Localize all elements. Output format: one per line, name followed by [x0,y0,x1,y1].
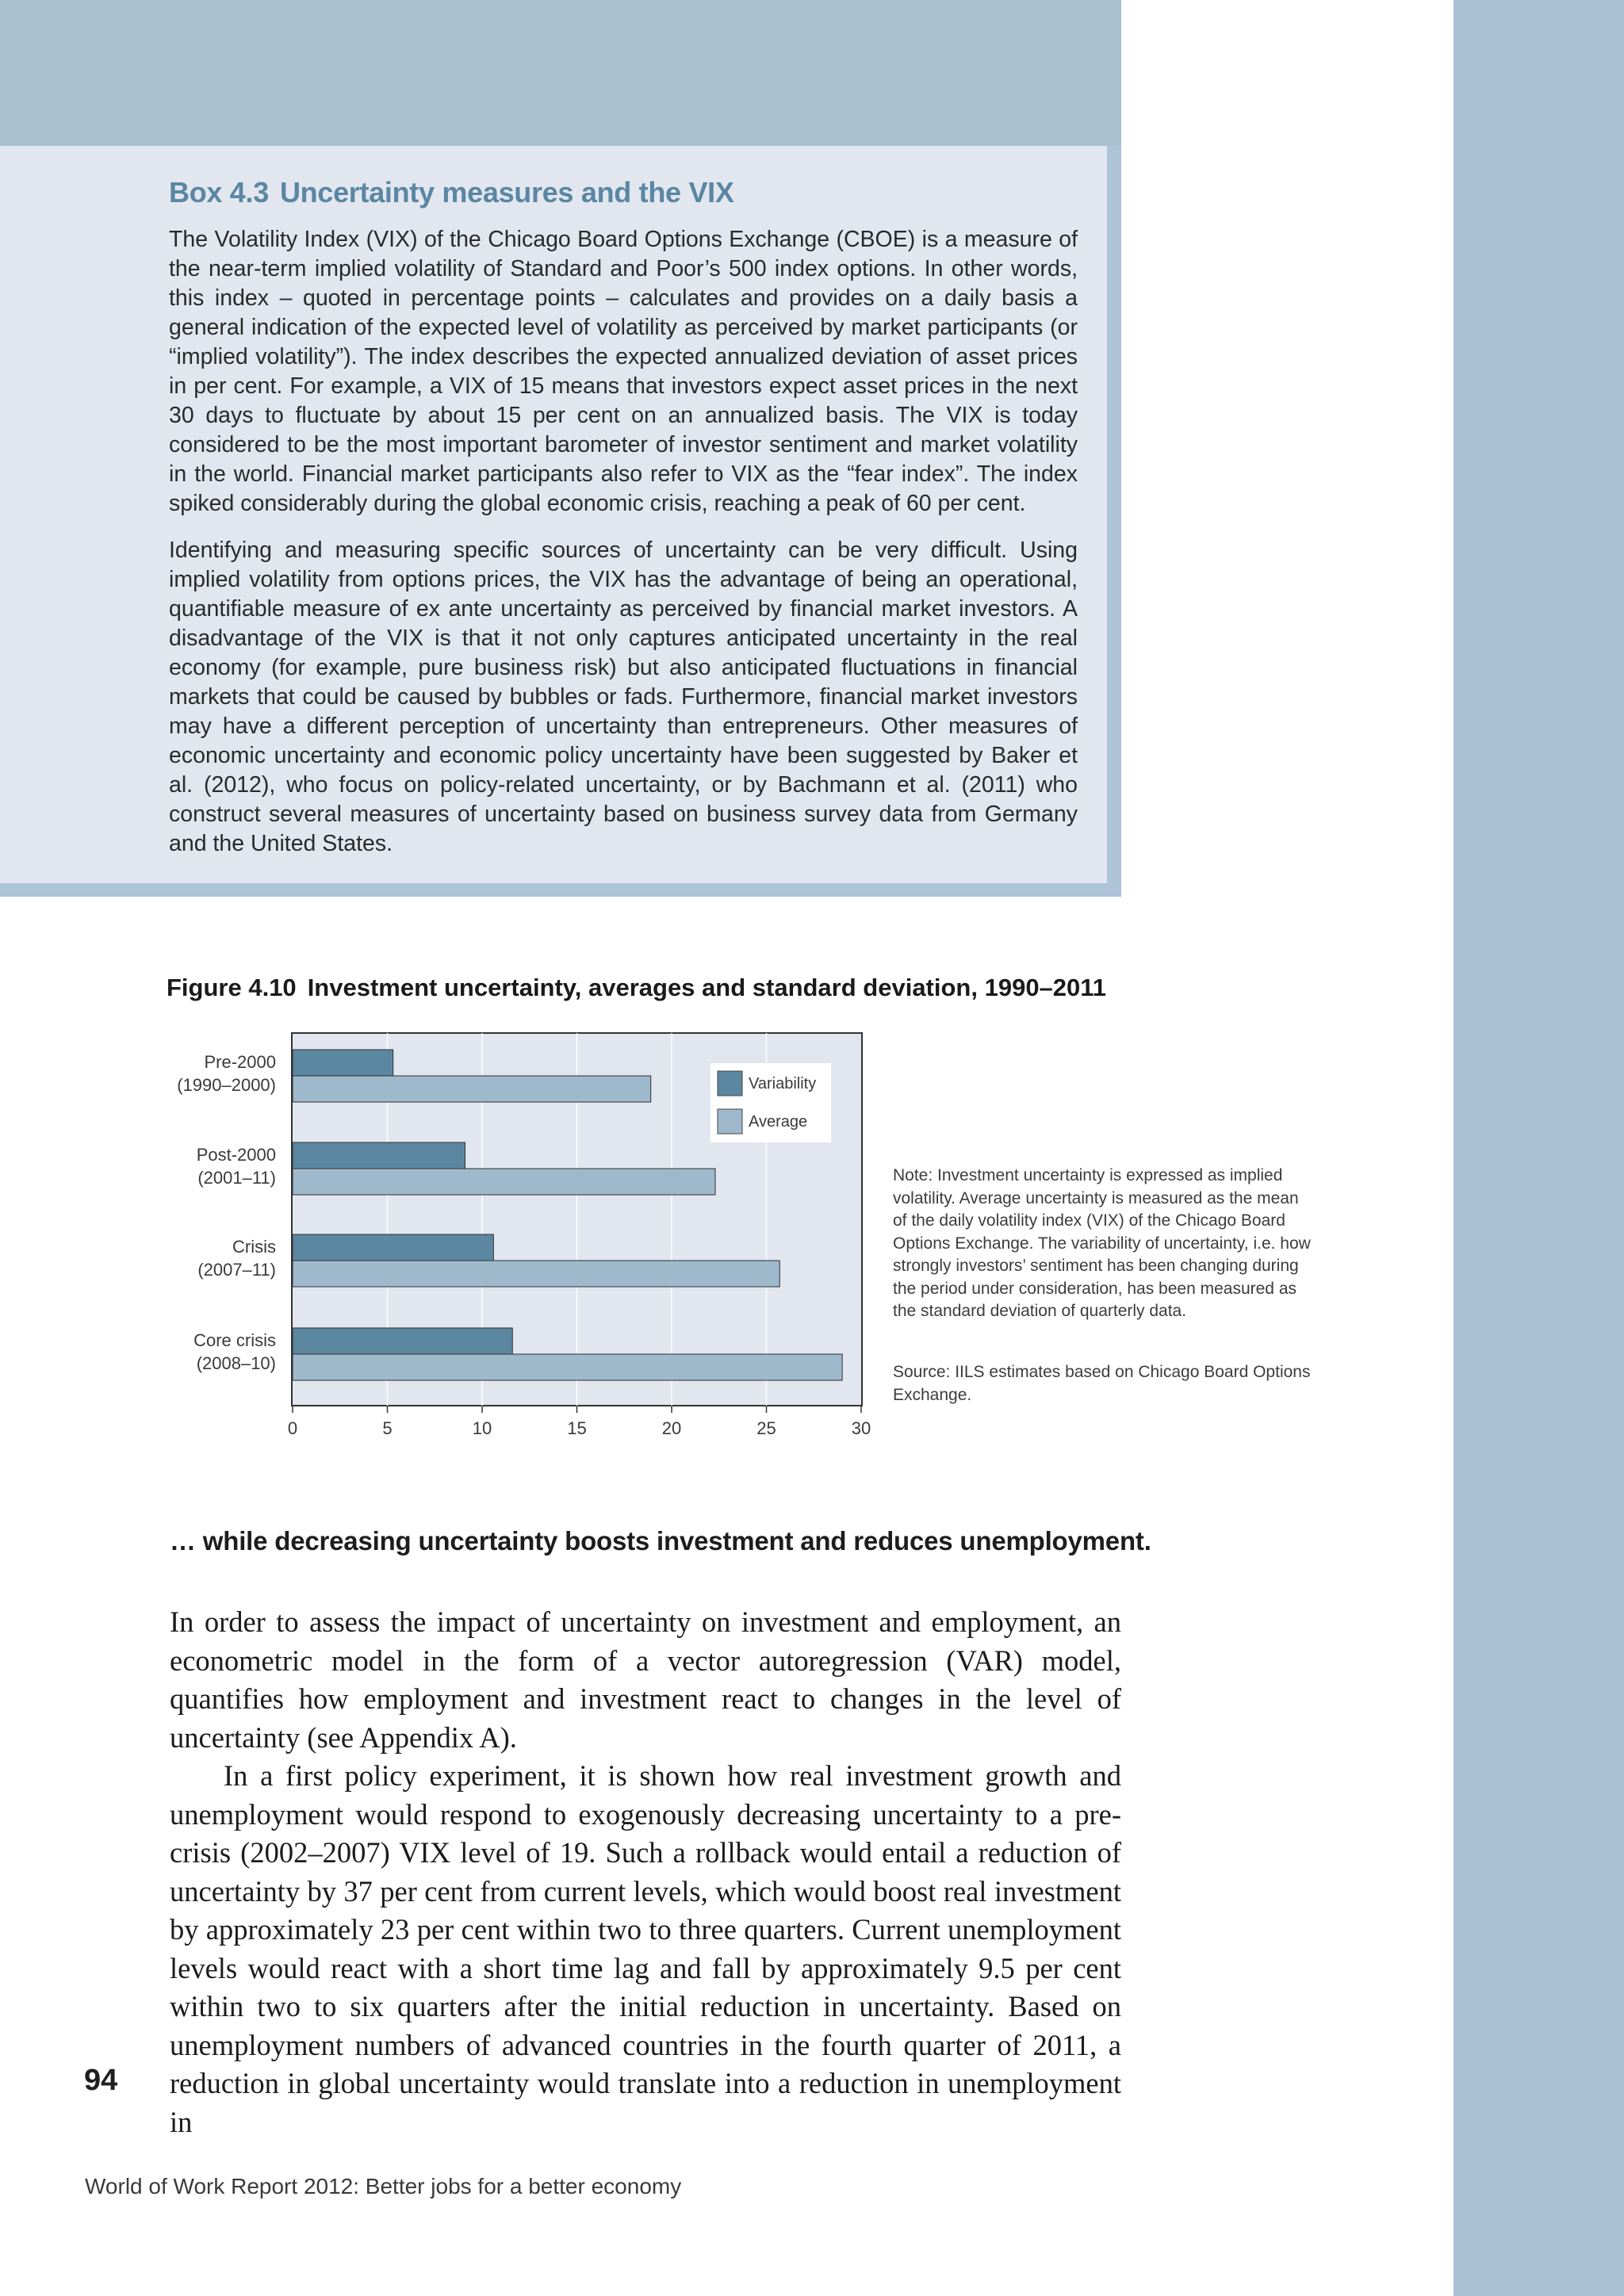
x-tick-label: 5 [382,1418,393,1438]
section-subheading: … while decreasing uncertainty boosts investment and reduces unemployment. [170,1526,1151,1556]
box-title [169,176,734,209]
x-tick-label: 10 [472,1418,492,1438]
figure-source: Source: IILS estimates based on Chicago Board Options Exchange. [893,1363,1311,1404]
box-number: Box 4.3 [169,176,269,209]
bar-average-0 [293,1076,651,1102]
x-tick-label: 25 [756,1418,776,1438]
category-label: (2007–11) [197,1260,276,1280]
bar-variability-1 [293,1142,465,1169]
legend-swatch-variability [718,1071,742,1096]
bar-average-1 [293,1169,715,1195]
bar-variability-0 [293,1050,393,1076]
bar-variability-2 [293,1234,493,1261]
page-number: 94 [84,2064,118,2097]
x-tick-label: 20 [661,1418,682,1438]
legend-label-average: Average [749,1113,808,1131]
body-paragraph-2: In a first policy experiment, it is shown how real investment growth and unemployment would respond to exogenously decreasing uncertainty to a pre-crisis (2002–2007) VIX level of 19. Such a rollback would entail a reduction of uncertainty by 37 per cent from current levels, which would boost real investment by approximately 23 per cent within two to three quarters. Current unemployment levels would react with a short time lag and fall by approximately 9.5 per cent within two to six quarters after the initial reduction in uncertainty. Based on unemployment numbers of advanced countries in the fourth quarter of 2011, a reduction in global uncertainty would translate into a reduction in unemployment in [170,1759,1121,2138]
figure-title [167,974,1106,1002]
bar-average-3 [293,1354,842,1380]
legend-swatch-average [718,1109,742,1134]
category-label: (2008–10) [196,1353,276,1373]
category-label: Post-2000 [196,1145,276,1165]
running-footer: World of Work Report 2012: Better jobs for a better economy [85,2174,682,2198]
category-label: (2001–11) [197,1168,276,1188]
legend-label-variability: Variability [749,1075,817,1093]
category-label: Pre-2000 [204,1052,276,1072]
category-labels [177,1052,276,1373]
x-tick-label: 30 [851,1418,871,1438]
x-tick-label: 15 [567,1418,587,1438]
box-paragraph-1: The Volatility Index (VIX) of the Chicago Board Options Exchange (CBOE) is a measure of the near-term implied volatility of Standard and Poor’s 500 index options. In other words, this index – quoted in percentage points – calculates and provides on a daily basis a general indication of the expected level of volatility as perceived by market participants (or “implied volatility”). The index describes the expected annualized deviation of asset prices in per cent. For example, a VIX of 15 means that investors expect asset prices in the next 30 days to fluctuate by about 15 per cent on an annualized basis. The VIX is today considered to be the most important barometer of investor sentiment and market volatility in the world. Financial market participants also refer to VIX as the “fear index”. The index spiked considerably during the global economic crisis, reaching a peak of 60 per cent. [169,227,1078,516]
body-paragraph-1: In order to assess the impact of uncertainty on investment and employment, an econometric model in the form of a vector autoregression (VAR) model, quantifies how employment and investment react to changes in the level of uncertainty (see Appendix A). [170,1605,1121,1754]
legend [710,1063,831,1142]
box-paragraph-2: Identifying and measuring specific sources of uncertainty can be very difficult. Using implied volatility from options prices, the VIX has the advantage of being an operational, quantifiable measure of ex ante uncertainty as perceived by financial market investors. A disadvantage of the VIX is that it not only captures anticipated uncertainty in the real economy (for example, pure business risk) but also anticipated fluctuations in financial markets that could be caused by bubbles or fads. Furthermore, financial market investors may have a different perception of uncertainty than entrepreneurs. Other measures of economic uncertainty and economic policy uncertainty have been suggested by Baker et al. (2012), who focus on policy-related uncertainty, or by Bachmann et al. (2011) who construct several measures of uncertainty based on business survey data from Germany and the United States. [169,538,1078,856]
figure-note: Note: Investment uncertainty is expressed as implied volatility. Average uncertainty is measured as the mean of the daily volatility index (VIX) of the Chicago Board Options Exchange. The variability of uncertainty, i.e. how strongly investors’ sentiment has been changing during the period under consideration, has been measured as the standard deviation of quarterly data. [893,1166,1311,1320]
bar-variability-3 [293,1328,512,1354]
bar-average-2 [293,1261,779,1287]
top-color-band [0,0,1121,146]
x-tick-label: 0 [287,1418,298,1438]
figure-title-text: Investment uncertainty, averages and standard deviation, 1990–2011 [307,974,1107,1001]
uncertainty-bar-chart [159,1027,888,1455]
category-label: Crisis [232,1237,276,1257]
x-axis-ticks [288,1406,871,1438]
category-label: Core crisis [193,1330,276,1350]
category-label: (1990–2000) [177,1075,276,1095]
box-title-text: Uncertainty measures and the VIX [279,176,734,209]
right-color-band [1454,0,1624,2296]
figure-number: Figure 4.10 [167,974,297,1001]
